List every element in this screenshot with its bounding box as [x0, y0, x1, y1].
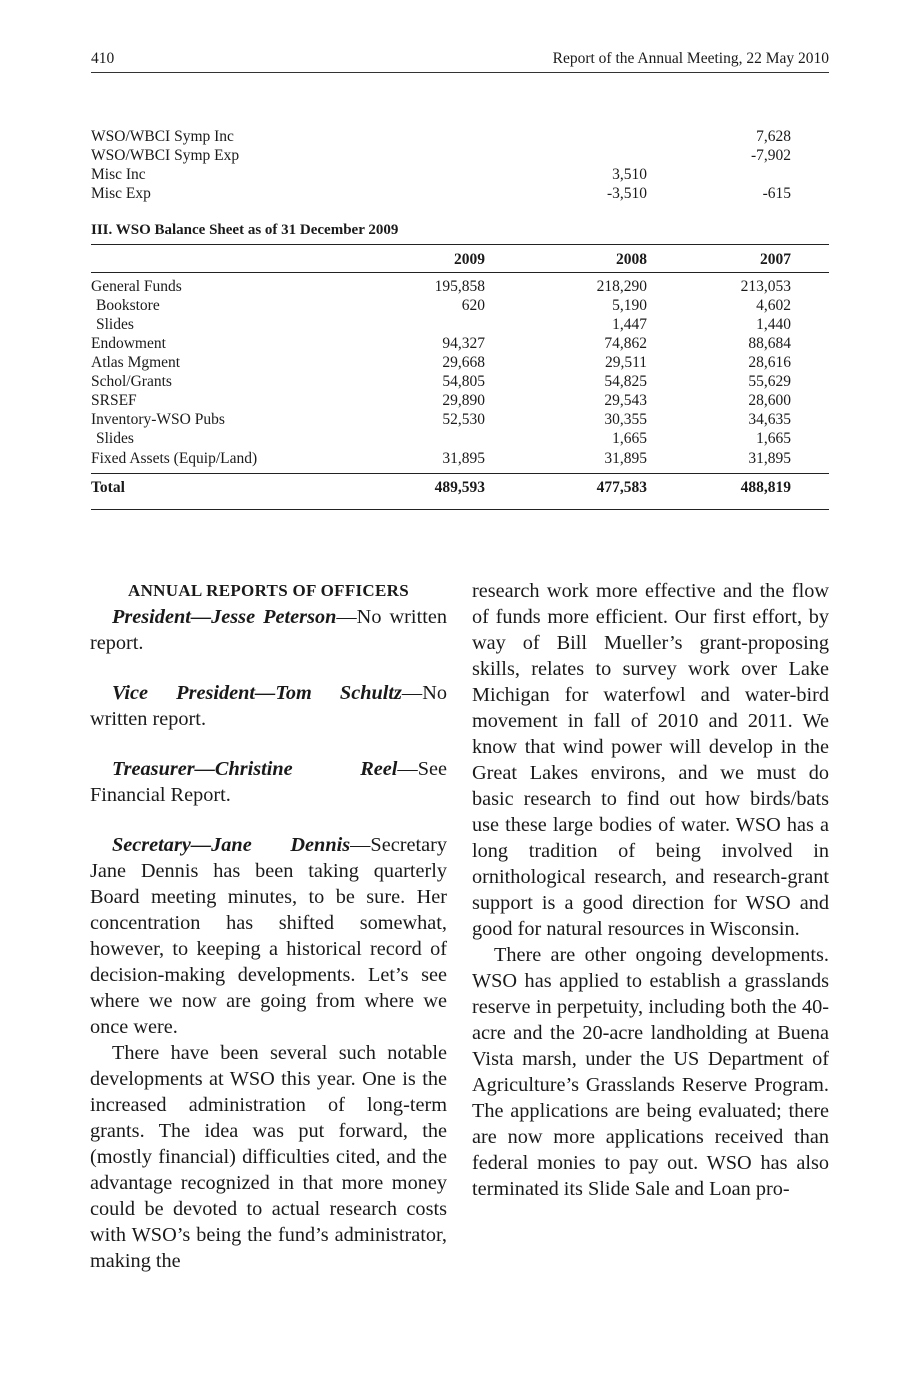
cell: 29,543 — [604, 392, 647, 409]
table-row — [91, 334, 829, 353]
header-rule — [91, 72, 829, 73]
page-number: 410 — [91, 50, 115, 67]
cell: 31,895 — [748, 450, 791, 467]
table-rule-total — [91, 473, 829, 474]
table-row — [91, 277, 829, 296]
cell: 30,355 — [604, 411, 647, 428]
paragraph — [90, 680, 447, 732]
cell: 218,290 — [596, 278, 647, 295]
table-row — [91, 184, 829, 203]
row-label: Atlas Mgment — [91, 354, 181, 371]
balance-sheet-title: III. WSO Balance Sheet as of 31 December 2009 — [91, 222, 399, 238]
paragraph-text: —No written report. — [90, 682, 447, 730]
row-label: Misc Inc — [91, 166, 146, 183]
table-row — [91, 127, 829, 146]
cell: 52,530 — [442, 411, 485, 428]
cell: 29,511 — [604, 354, 647, 371]
cell: 3,510 — [612, 166, 647, 183]
cell: 488,819 — [740, 479, 791, 496]
row-label: Total — [91, 479, 125, 496]
running-title: Report of the Annual Meeting, 22 May 2010 — [552, 50, 829, 67]
cell: 620 — [461, 297, 485, 314]
cell: 94,327 — [442, 335, 485, 352]
row-label: Endowment — [91, 335, 166, 352]
cell: 29,668 — [442, 354, 485, 371]
cell: 1,447 — [612, 316, 647, 333]
table-row — [91, 296, 829, 315]
paragraph-text: —No written report. — [90, 606, 447, 654]
paragraph-text: —Secretary Jane Dennis has been taking quarterly Board meeting minutes, to be sure. Her concentration has shifted somewhat, however, to keeping a historical record of decision-making developments. Let’s see where we now are going from where we once were. — [90, 834, 447, 1038]
officer-name: Secretary—Jane Dennis — [112, 834, 351, 856]
table-row — [91, 391, 829, 410]
table-row — [91, 429, 829, 448]
row-label: Slides — [96, 316, 134, 333]
cell: 34,635 — [748, 411, 791, 428]
right-column — [472, 578, 829, 1202]
cell: 54,825 — [604, 373, 647, 390]
row-label: Schol/Grants — [91, 373, 172, 390]
total-row — [91, 478, 829, 497]
cell: -615 — [762, 185, 791, 202]
officer-name: President—Jesse Peterson — [112, 606, 337, 628]
cell: 195,858 — [434, 278, 485, 295]
table-rule-header — [91, 272, 829, 273]
paragraph: There have been several such notable developments at WSO this year. One is the increased administration of long-term grants. The idea was put forward, the (mostly financial) difficulties cited, and the advantage recognized in that more money could be devoted to actual research costs with WSO’s being the fund’s administrator, making the — [90, 1042, 447, 1272]
row-label: WSO/WBCI Symp Exp — [91, 147, 240, 164]
paragraph — [90, 604, 447, 656]
table-row — [91, 146, 829, 165]
cell: 7,628 — [756, 128, 791, 145]
table-row — [91, 449, 829, 468]
section-heading: ANNUAL REPORTS OF OFFICERS — [128, 581, 409, 600]
cell: -3,510 — [606, 185, 647, 202]
row-label: Misc Exp — [91, 185, 151, 202]
column-header: 2008 — [616, 251, 647, 268]
cell: 4,602 — [756, 297, 791, 314]
table-rule-top — [91, 244, 829, 245]
officer-name: Treasurer—Christine Reel — [112, 758, 398, 780]
paragraph: research work more effective and the flow of funds more efficient. Our first effort, by way of Bill Mueller’s grant-proposing skills, relates to survey work over Lake Michigan for waterfowl and water-bird movement in fall of 2010 and 2011. We know that wind power will develop in the Great Lakes environs, and we must do basic research to find out how birds/bats use these large bodies of water. WSO has a long tradition of being involved in ornithological research, and research-grant support is a good direction for WSO and good for natural resources in Wisconsin. — [472, 580, 829, 940]
table-row — [91, 315, 829, 334]
cell: 29,890 — [442, 392, 485, 409]
cell: 55,629 — [748, 373, 791, 390]
cell: 28,600 — [748, 392, 791, 409]
cell: 28,616 — [748, 354, 791, 371]
cell: 74,862 — [604, 335, 647, 352]
paragraph — [90, 832, 447, 1040]
row-label: WSO/WBCI Symp Inc — [91, 128, 234, 145]
table-row — [91, 165, 829, 184]
table-row — [91, 372, 829, 391]
officer-name: Vice President—Tom Schultz — [112, 682, 402, 704]
row-label: Inventory-WSO Pubs — [91, 411, 225, 428]
paragraph-text: —See Financial Report. — [90, 758, 447, 806]
row-label: Fixed Assets (Equip/Land) — [91, 450, 258, 467]
row-label: General Funds — [91, 278, 182, 295]
cell: 31,895 — [604, 450, 647, 467]
cell: 213,053 — [740, 278, 791, 295]
cell: 1,665 — [756, 430, 791, 447]
left-column — [90, 578, 447, 1274]
cell: 5,190 — [612, 297, 647, 314]
cell: 54,805 — [442, 373, 485, 390]
row-label: Slides — [96, 430, 134, 447]
row-label: Bookstore — [96, 297, 160, 314]
cell: 477,583 — [596, 479, 647, 496]
cell: 1,440 — [756, 316, 791, 333]
cell: 31,895 — [442, 450, 485, 467]
table-row — [91, 410, 829, 429]
row-label: SRSEF — [91, 392, 137, 409]
column-header: 2007 — [760, 251, 791, 268]
column-header: 2009 — [454, 251, 485, 268]
table-rule-bottom — [91, 509, 829, 510]
paragraph — [90, 756, 447, 808]
paragraph: There are other ongoing developments. WSO has applied to establish a grasslands reserve in perpetuity, including both the 40-acre and the 20-acre landholding at Buena Vista marsh, under the US Department of Agriculture’s Grasslands Reserve Program. The applications are being evaluated; there are now more applications received than federal monies to pay out. WSO has also terminated its Slide Sale and Loan pro- — [472, 944, 829, 1200]
cell: -7,902 — [750, 147, 791, 164]
cell: 489,593 — [434, 479, 485, 496]
table-row — [91, 353, 829, 372]
cell: 1,665 — [612, 430, 647, 447]
cell: 88,684 — [748, 335, 791, 352]
table-header-row — [91, 250, 829, 269]
